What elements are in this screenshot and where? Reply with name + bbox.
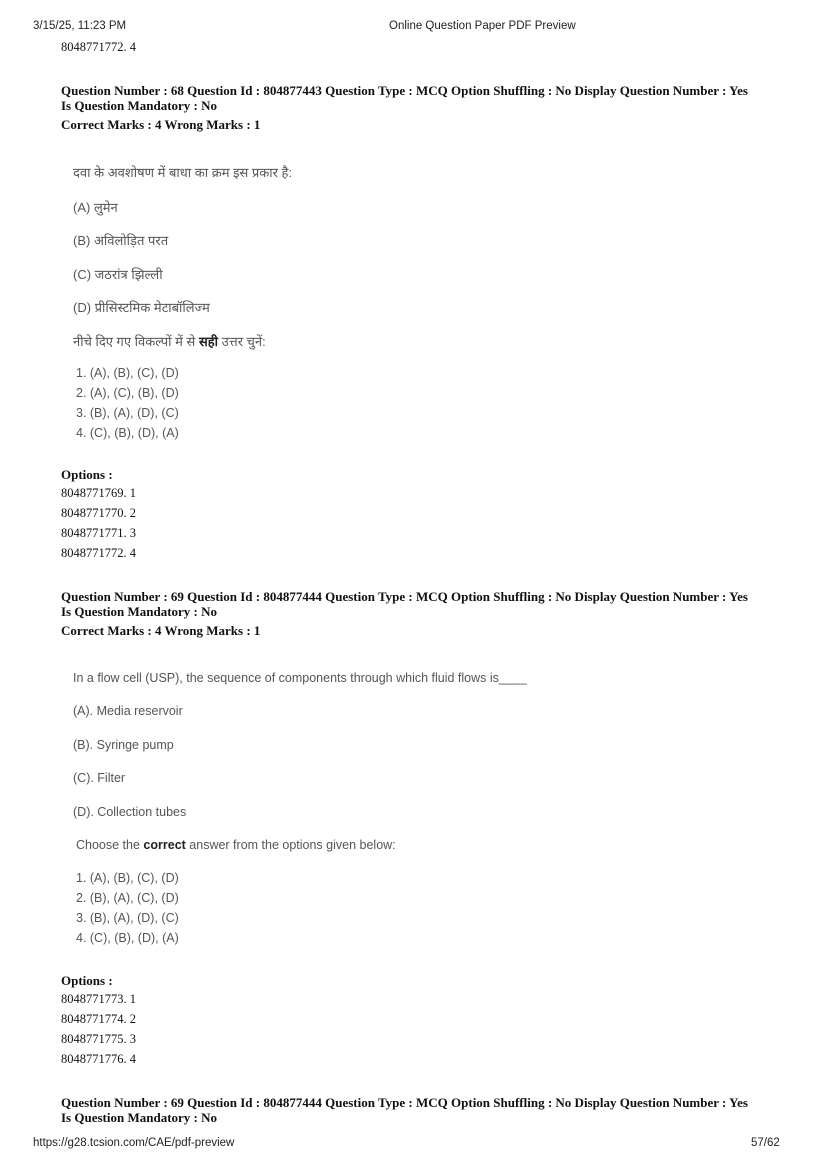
options-label: Options :	[61, 973, 113, 988]
question-header: Question Number : 69 Question Id : 804877444 Question Type : MCQ Option Shuffling : No Display Question Number : Yes	[61, 589, 748, 604]
answer-choice: 4. (C), (B), (D), (A)	[76, 426, 179, 440]
question-item: (D) प्रीसिस्टमिक मेटाबॉलिज्म	[73, 300, 210, 315]
option-line: 8048771772. 4	[61, 546, 136, 560]
question-item: (B) अविलोड़ित परत	[73, 233, 169, 248]
print-title: Online Question Paper PDF Preview	[389, 20, 576, 32]
question-instruction	[73, 332, 266, 350]
question-marks: Correct Marks : 4 Wrong Marks : 1	[61, 623, 261, 638]
question-instruction	[76, 838, 396, 852]
answer-choice: 4. (C), (B), (D), (A)	[76, 931, 179, 945]
page-number: 57/62	[751, 1137, 780, 1149]
question-mandatory: Is Question Mandatory : No	[61, 604, 218, 619]
option-line: 8048771771. 3	[61, 526, 136, 540]
option-line: 8048771772. 4	[61, 40, 136, 54]
question-item: (D). Collection tubes	[73, 805, 187, 819]
option-line: 8048771773. 1	[61, 992, 136, 1006]
print-datetime: 3/15/25, 11:23 PM	[33, 20, 127, 32]
question-marks: Correct Marks : 4 Wrong Marks : 1	[61, 117, 261, 132]
option-line: 8048771774. 2	[61, 1012, 136, 1026]
option-line: 8048771776. 4	[61, 1052, 136, 1066]
instruction-bold: सही	[198, 334, 219, 349]
options-label: Options :	[61, 467, 113, 482]
question-header: Question Number : 69 Question Id : 804877444 Question Type : MCQ Option Shuffling : No Display Question Number : Yes	[61, 1095, 748, 1110]
question-mandatory: Is Question Mandatory : No	[61, 1110, 218, 1125]
question-item: (A). Media reservoir	[73, 704, 183, 718]
instruction-text: उत्तर चुनें:	[218, 334, 266, 349]
question-stem: दवा के अवशोषण में बाधा का क्रम इस प्रकार है:	[73, 165, 293, 180]
instruction-text: answer from the options given below:	[185, 838, 396, 852]
question-mandatory: Is Question Mandatory : No	[61, 98, 218, 113]
answer-choice: 3. (B), (A), (D), (C)	[76, 406, 179, 420]
answer-choice: 3. (B), (A), (D), (C)	[76, 911, 179, 925]
option-line: 8048771775. 3	[61, 1032, 136, 1046]
question-item: (C). Filter	[73, 771, 126, 785]
instruction-bold: correct	[143, 838, 186, 852]
question-item: (B). Syringe pump	[73, 738, 174, 752]
instruction-text: Choose the	[76, 838, 144, 852]
answer-choice: 2. (B), (A), (C), (D)	[76, 891, 179, 905]
answer-choice: 1. (A), (B), (C), (D)	[76, 366, 179, 380]
option-line: 8048771769. 1	[61, 486, 136, 500]
question-stem: In a flow cell (USP), the sequence of components through which fluid flows is____	[73, 671, 527, 685]
question-item: (A) लुमेन	[73, 200, 118, 215]
print-url: https://g28.tcsion.com/CAE/pdf-preview	[33, 1137, 235, 1149]
answer-choice: 2. (A), (C), (B), (D)	[76, 386, 179, 400]
question-item: (C) जठरांत्र झिल्ली	[73, 267, 163, 282]
instruction-text: नीचे दिए गए विकल्पों में से	[73, 334, 199, 349]
answer-choice: 1. (A), (B), (C), (D)	[76, 871, 179, 885]
question-header: Question Number : 68 Question Id : 804877443 Question Type : MCQ Option Shuffling : No Display Question Number : Yes	[61, 83, 748, 98]
option-line: 8048771770. 2	[61, 506, 136, 520]
